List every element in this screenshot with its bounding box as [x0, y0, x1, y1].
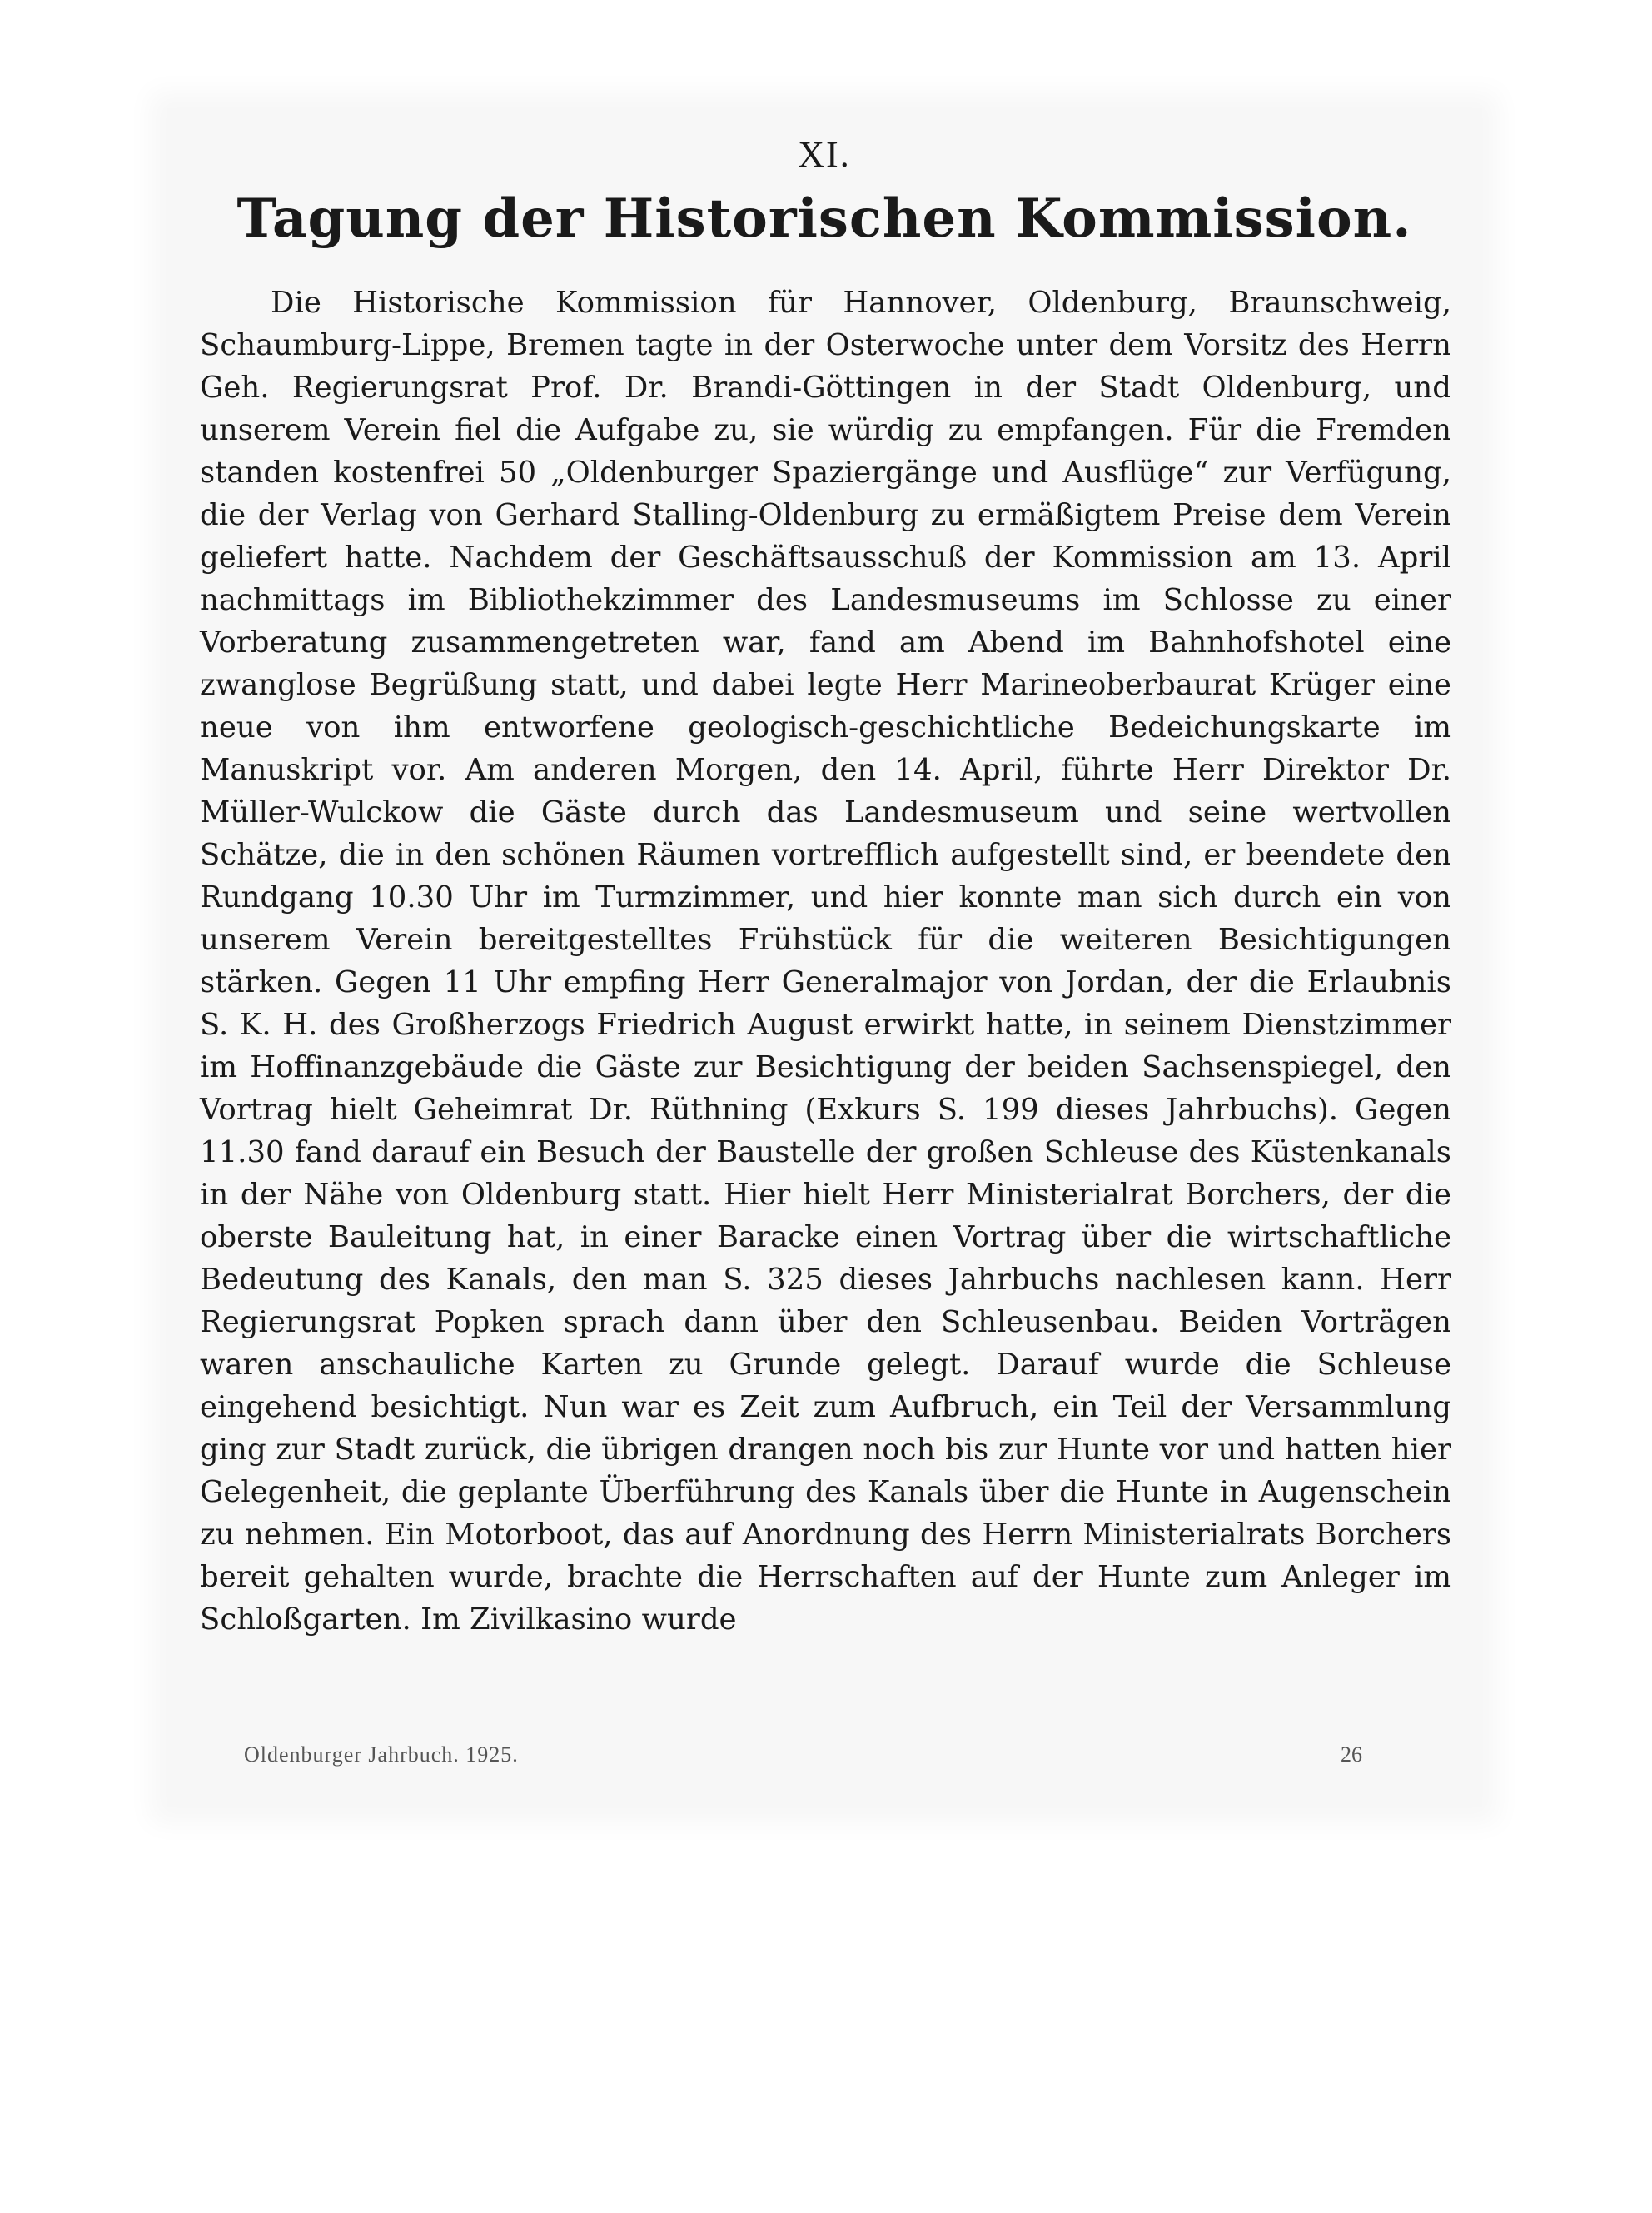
- body-paragraph: Die Historische Kommission für Hannover, Oldenburg, Braunschweig, Schaumburg-Lippe, Bremen tagte in der Osterwoche unter dem Vorsitz des Herrn Geh. Regierungsrat Prof. Dr. Brandi-Göttingen in der Stadt Oldenburg, und unserem Verein fiel die Aufgabe zu, sie würdig zu empfangen. Für die Fremden standen kostenfrei 50 „Oldenburger Spaziergänge und Ausflüge“ zur Verfügung, die der Verlag von Gerhard Stalling-Oldenburg zu ermäßigtem Preise dem Verein geliefert hatte. Nachdem der Geschäftsausschuß der Kommission am 13. April nachmittags im Bibliothekzimmer des Landesmuseums im Schlosse zu einer Vorberatung zusammengetreten war, fand am Abend im Bahnhofshotel eine zwanglose Begrüßung statt, und dabei legte Herr Marineoberbaurat Krüger eine neue von ihm entworfene geologisch-geschichtliche Bedeichungskarte im Manuskript vor. Am anderen Morgen, den 14. April, führte Herr Direktor Dr. Müller-Wulckow die Gäste durch das Landesmuseum und seine wertvollen Schätze, die in den schönen Räumen vortrefflich aufgestellt sind, er beendete den Rundgang 10.30 Uhr im Turmzimmer, und hier konnte man sich durch ein von unserem Verein bereitgestelltes Frühstück für die weiteren Besichtigungen stärken. Gegen 11 Uhr empfing Herr Generalmajor von Jordan, der die Erlaubnis S. K. H. des Großherzogs Friedrich August erwirkt hatte, in seinem Dienstzimmer im Hoffinanzgebäude die Gäste zur Besichtigung der beiden Sachsenspiegel, den Vortrag hielt Geheimrat Dr. Rüthning (Exkurs S. 199 dieses Jahrbuchs). Gegen 11.30 fand darauf ein Besuch der Baustelle der großen Schleuse des Küstenkanals in der Nähe von Oldenburg statt. Hier hielt Herr Ministerialrat Borchers, der die oberste Bauleitung hat, in einer Baracke einen Vortrag über die wirtschaftliche Bedeutung des Kanals, den man S. 325 dieses Jahrbuchs nachlesen kann. Herr Regierungsrat Popken sprach dann über den Schleusenbau. Beiden Vorträgen waren anschauliche Karten zu Grunde gelegt. Darauf wurde die Schleuse eingehend besichtigt. Nun war es Zeit zum Aufbruch, ein Teil der Versammlung ging zur Stadt zurück, die übrigen drangen noch bis zur Hunte vor und hatten hier Gelegenheit, die geplante Überführung des Kanals über die Hunte in Augenschein zu nehmen. Ein Motorboot, das auf Anordnung des Herrn Ministerialrats Borchers bereit gehalten wurde, brachte die Herrschaften auf der Hunte zum Anleger im Schloßgarten. Im Zivilkasino wurde: [200, 286, 1451, 1637]
- chapter-number: XI.: [798, 134, 851, 175]
- footer-journal-signature: Oldenburger Jahrbuch. 1925.: [244, 1742, 519, 1767]
- page-title: Tagung der Historischen Kommission.: [236, 187, 1412, 250]
- footer-sheet-number: 26: [1341, 1742, 1362, 1767]
